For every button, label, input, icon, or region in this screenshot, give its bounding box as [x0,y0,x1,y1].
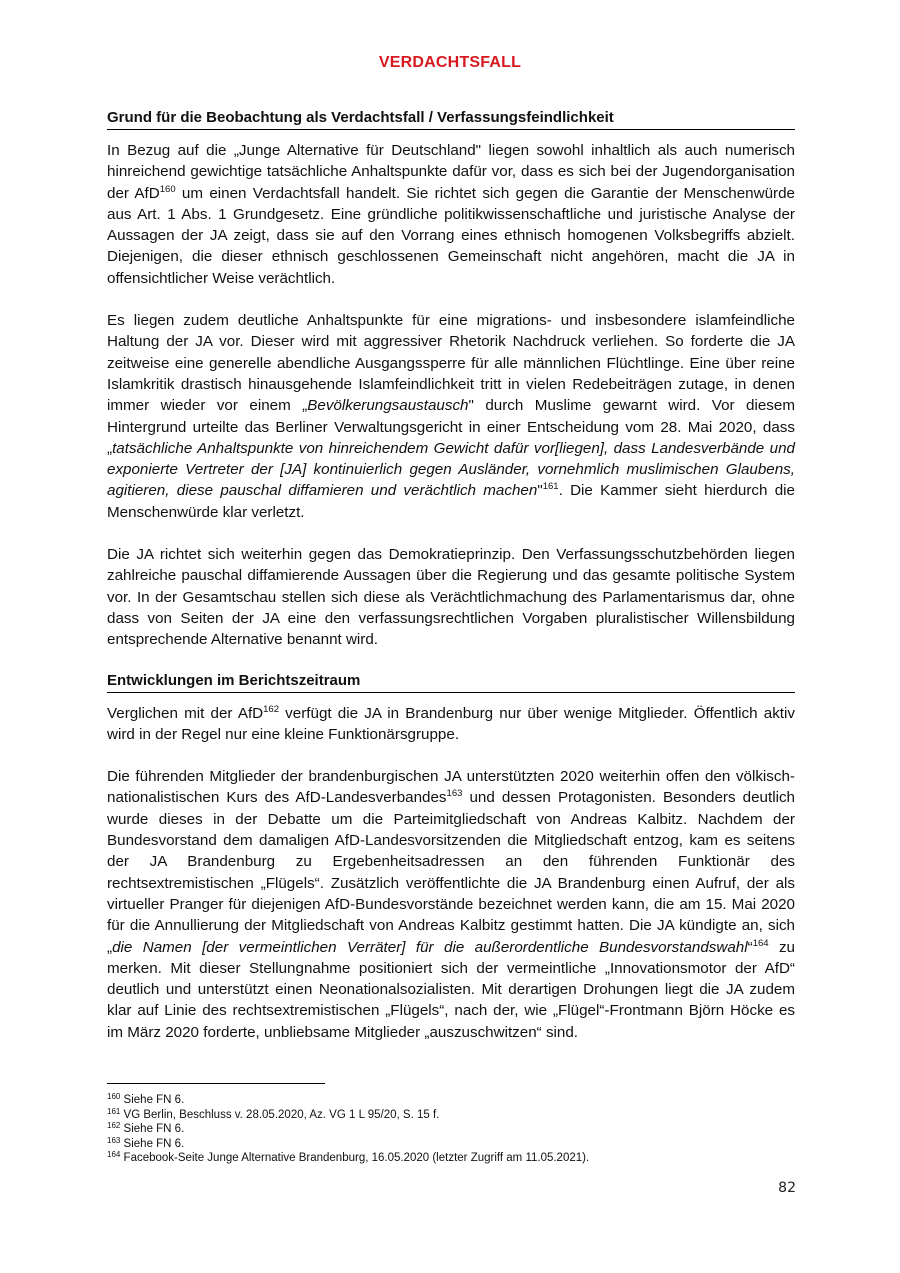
paragraph-demokratieprinzip: Die JA richtet sich weiterhin gegen das Demokratieprinzip. Den Verfassungsschutzbehörden liegen zahlreiche pauschal diffamierende Aussagen über die Regierung und das gesamte politische System vor. In der Gesamtschau stellen sich diese als Verächtlichmachung des Parlamentarismus dar, ohne dass von Seiten der JA eine den verfassungsrechtlichen Vorgaben pluralistischer Willensbildung entsprechende Alternative benannt wird. [107,546,795,649]
paragraph-text: um einen Verdachtsfall handelt. Sie richtet sich gegen die Garantie der Menschenwürde aus Art. 1 Abs. 1 Grundgesetz. Eine gründliche politikwissenschaftliche und juristische Analyse der Aussagen der JA zeigt, dass sie auf den Vorrang eines ethnisch homogenen Volksbegriffs abzielt. Diejenigen, die dieser ethnisch geschlossenen Gemeinschaft nicht angehören, macht die JA in offensichtlicher Weise verächtlich. [107,184,795,287]
quote-text: tatsächliche Anhaltspunkte von hinreichendem Gewicht dafür vor[liegen], dass Landesverbände und exponierte Vertreter der [JA] kontinuierlich gegen Ausländer, vornehmlich muslimischen Glaubens, agitieren, diese pauschal diffamieren und verächtlich machen [107,439,795,500]
paragraph-text: In Bezug auf die „Junge Alternative für Deutschland" liegen sowohl inhaltlich als auch numerisch hinreichend gewichtige tatsächliche Anhaltspunkte dafür vor, dass es sich bei der Jugendorganisation der AfD [107,142,795,202]
footnote-161 [107,1108,795,1123]
paragraph-text: und dessen Protagonisten. Besonders deutlich wurde dieses in der Debatte um die Parteimitgliedschaft von Andreas Kalbitz. Nachdem der Bundesvorstand dem damaligen AfD-Landesvorsitzenden die Mitgliedschaft entzog, kam es seitens der JA Brandenburg zu Ergebenheitsadressen an den führenden Funktionär des rechtsextremistischen „Flügels“. Zusätzlich veröffentlichte die JA Brandenburg einen Aufruf, der als virtueller Pranger für diejenigen AfD-Bundesvorstände bezeichnet werden kann, die am 15. Mai 2020 für die Annullierung der Mitgliedschaft von Andreas Kalbitz gestimmt hatten. Die JA kündigte an, sich „ [107,789,795,956]
footnote-ref-164[interactable]: 164 [752,937,769,949]
page-number: 82 [778,1180,796,1196]
footnote-number: 161 [107,1106,121,1116]
footnote-ref-161[interactable]: 161 [542,481,559,493]
footnote-164 [107,1151,795,1166]
footnote-162 [107,1122,795,1137]
footnote-text: VG Berlin, Beschluss v. 28.05.2020, Az. VG 1 L 95/20, S. 15 f. [120,1108,440,1121]
paragraph-text: verfügt die JA in Brandenburg nur über wenige Mitglieder. Öffentlich aktiv wird in der Regel nur eine kleine Funktionärsgruppe. [107,704,795,743]
paragraph-text: “ [747,938,753,956]
paragraph-text: . Die Kammer sieht hierdurch die Menschenwürde klar verletzt. [107,482,795,521]
footnote-divider [107,1083,325,1084]
footnote-text: Siehe FN 6. [120,1094,185,1106]
paragraph-islamfeindlichkeit [107,310,795,523]
section-heading-entwicklungen: Entwicklungen im Berichtszeitraum [107,671,795,693]
footnote-text: Siehe FN 6. [120,1123,185,1136]
footnote-text: Siehe FN 6. [120,1137,185,1150]
paragraph-text: " [537,482,543,500]
paragraph-text: Die führenden Mitglieder der brandenburgischen JA unterstützten 2020 weiterhin offen den völkisch-nationalistischen Kurs des AfD-Landesverbandes [107,768,795,807]
footnote-ref-160[interactable]: 160 [159,183,176,195]
quote-text: Bevölkerungsaustausch [307,397,469,415]
paragraph-kalbitz [107,766,795,1043]
footnote-160 [107,1093,795,1108]
section-heading-grund: Grund für die Beobachtung als Verdachtsfall / Verfassungsfeindlichkeit [107,108,795,130]
footnote-text: Facebook-Seite Junge Alternative Brandenburg, 16.05.2020 (letzter Zugriff am 11.05.2021). [120,1152,590,1165]
footnote-ref-163[interactable]: 163 [446,788,463,800]
main-content [107,108,795,1043]
footnote-number: 162 [107,1121,121,1131]
footnote-163 [107,1137,795,1152]
paragraph-text: Es liegen zudem deutliche Anhaltspunkte für eine migrations- und insbesondere islamfeindliche Haltung der JA vor. Dieser wird mit aggressiver Rhetorik Nachdruck verliehen. So forderte die JA zeitweise eine generelle abendliche Ausgangssperre für alle männlichen Flüchtlinge. Eine über reine Islamkritik drastisch hinausgehende Islamfeindlichkeit tritt in vielen Redebeiträgen zutage, in denen immer wieder vor einem „ [107,312,795,415]
paragraph-text: " durch Muslime gewarnt wird. Vor diesem Hintergrund urteilte das Berliner Verwaltungsgericht in einer Entscheidung vom 28. Mai 2020, dass „ [107,397,795,457]
quote-text: die Namen [der vermeintlichen Verräter] für die außerordentliche Bundesvorstandswahl [112,938,748,956]
footnote-number: 163 [107,1135,121,1145]
page-headline: VERDACHTSFALL [378,54,522,71]
footnotes [107,1093,795,1166]
footnote-number: 164 [107,1150,121,1160]
paragraph-verdachtsfall [107,140,795,289]
paragraph-mitglieder [107,703,795,746]
footnote-number: 160 [107,1092,121,1101]
paragraph-text: Verglichen mit der AfD [107,704,264,722]
paragraph-text: zu merken. Mit dieser Stellungnahme positioniert sich der vermeintliche „Innovationsmotor der AfD“ deutlich und unterstützt einen Neonationalsozialisten. Mit derartigen Drohungen liegt die JA zudem klar auf Linie des rechtsextremistischen „Flügels“, nach der, wie „Flügel“-Frontmann Björn Höcke es im März 2020 forderte, unbliebsame Mitglieder „auszuschwitzen“ sind. [107,938,795,1041]
footnote-ref-162[interactable]: 162 [263,703,279,715]
